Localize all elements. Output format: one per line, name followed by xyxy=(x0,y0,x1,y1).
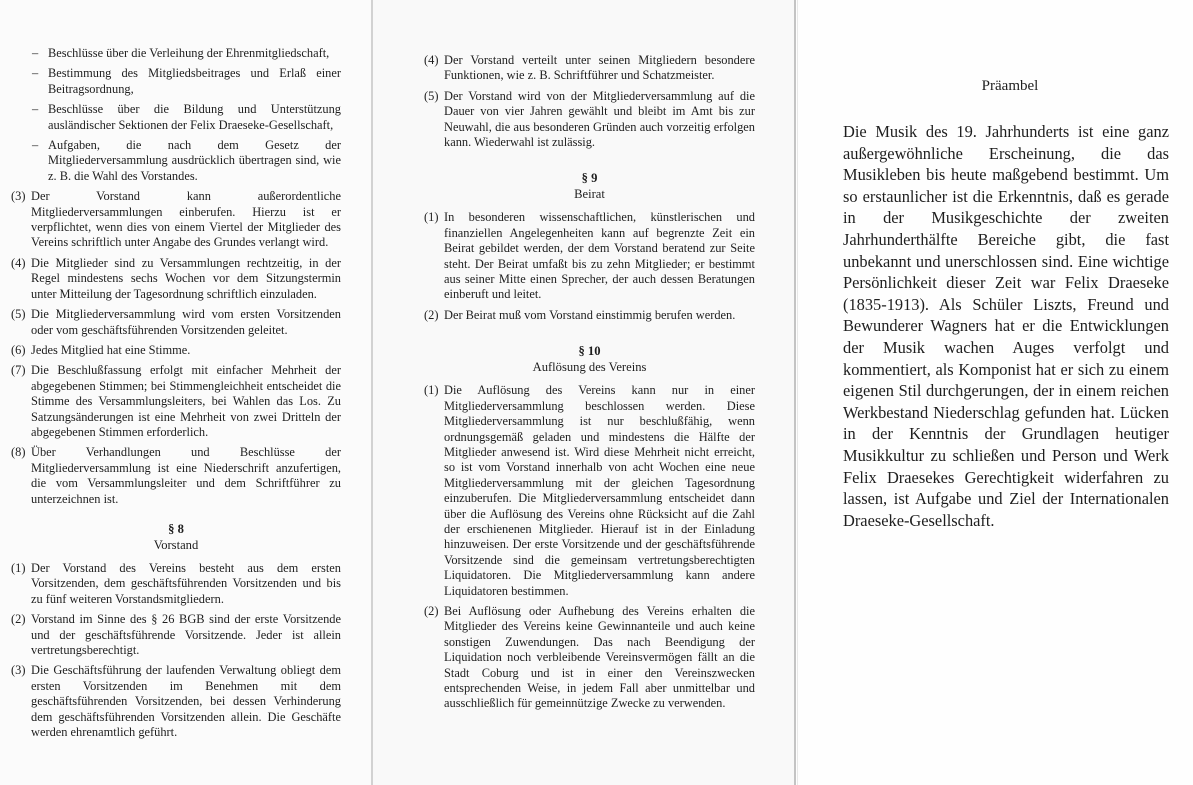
clause-text: Vorstand im Sinne des § 26 BGB sind der erste Vorsitzende und der geschäftsführende Vorsitzende. Jeder ist allein vertretungsberechtigt. xyxy=(31,612,341,657)
clause-item xyxy=(11,189,341,251)
clause-item xyxy=(11,663,341,740)
clause-item xyxy=(424,210,755,302)
section-title: Vorstand xyxy=(153,537,199,552)
clause-text: Der Beirat muß vom Vorstand einstimmig berufen werden. xyxy=(444,307,736,322)
clause-item xyxy=(11,445,341,507)
clause-text: Der Vorstand des Vereins besteht aus dem ersten Vorsitzenden, dem geschäftsführenden Vorsitzenden und bis zu fünf weiteren Vorstandsmitgliedern. xyxy=(31,560,341,606)
clause-item xyxy=(424,604,755,712)
section-title: Beirat xyxy=(574,187,605,202)
page-fold-left xyxy=(371,0,373,785)
clause-number: (2) xyxy=(424,603,439,618)
clause-text: Jedes Mitglied hat eine Stimme. xyxy=(31,342,191,357)
section-number: § 10 xyxy=(578,344,601,359)
dash-marker: – xyxy=(32,138,39,153)
clause-item xyxy=(11,612,341,658)
clause-item xyxy=(11,363,341,440)
clause-number: (2) xyxy=(11,612,26,627)
clause-text: In besonderen wissenschaftlichen, künstlerischen und finanziellen Angelegenheiten kann auf begrenzte Zeit ein Beirat gebildet werden, der dem Vorstand beratend zur Seite steht. Der Beirat umfaßt bis zu zehn Mitglieder; er bestimmt aus seiner Mitte einen Sprecher, der auch dessen Beratungen einberuft und leitet. xyxy=(444,210,755,302)
clause-number: (4) xyxy=(424,53,439,67)
dash-item-text: Beschlüsse über die Bildung und Unterstützung ausländischer Sektionen der Felix Draeseke-Gesellschaft, xyxy=(48,102,341,132)
clause-number: (5) xyxy=(424,88,439,103)
clause-text: Der Vorstand verteilt unter seinen Mitgliedern besondere Funktionen, wie z. B. Schriftführer und Schatzmeister. xyxy=(444,53,755,83)
preamble-text: Die Musik des 19. Jahrhunderts ist eine ganz außergewöhnliche Erscheinung, die das Musikleben bis heute maßgebend bestimmt. Um so erstaunlicher ist die Erkenntnis, daß es gerade in der Musikgeschichte der zweiten Jahrhunderthälfte Bereiche gibt, die fast unbekannt und unerschlossen sind. Eine wichtige Persönlichkeit dieser Zeit war Felix Draeseke (1835-1913). Als Schüler Liszts, Freund und Bewunderer Wagners hat er die Entwicklungen der Musik wachen Auges verfolgt und kommentiert, als Komponist hat er sich zu einem eigenen Stil durchgerungen, der in einem reichen Werkbestand Niederschlag gefunden hat. Lücken in der Kenntnis der Grundlagen heutiger Musikkultur zu schließen und Person und Werk Felix Draesekes Gerechtigkeit widerfahren zu lassen, ist Aufgabe und Ziel der Internationalen Draeseke-Gesellschaft. xyxy=(843,122,1169,530)
clause-number: (2) xyxy=(424,307,439,322)
clause-text: Die Geschäftsführung der laufenden Verwaltung obliegt dem ersten Vorsitzenden im Benehmen mit dem geschäftsführenden Vorsitzenden, bei dessen Verhinderung dem geschäftsführenden Vorsitzenden allein. Die Geschäfte werden ehrenamtlich geführt. xyxy=(31,663,341,740)
section-number: § 8 xyxy=(168,521,184,536)
clause-item xyxy=(11,307,341,338)
clause-text: Bei Auflösung oder Aufhebung des Vereins erhalten die Mitglieder des Vereins keine Gewinnanteile und auch keine sonstigen Zuwendungen. Das nach Beendigung der Liquidation noch verbleibende Vereinsvermögen fällt an die Stadt Coburg und ist in einer den Vereinszwecken entsprechenden Weise, in jedem Fall aber unmittelbar und ausschließlich für gemeinnützige Zwecke zu verwenden. xyxy=(444,603,755,711)
clause-text: Über Verhandlungen und Beschlüsse der Mitgliederversammlung ist eine Niederschrift anzufertigen, die vom Versammlungsleiter und dem Schriftführer zu unterzeichnen ist. xyxy=(31,445,341,506)
dash-item-text: Bestimmung des Mitgliedsbeitrages und Erlaß einer Beitragsordnung, xyxy=(48,66,341,96)
page-fold-right xyxy=(794,0,796,785)
left-column-text xyxy=(11,46,341,745)
clause-number: (1) xyxy=(424,383,439,398)
clause-text: Die Mitgliederversammlung wird vom ersten Vorsitzenden oder vom geschäftsführenden Vorsitzenden geleitet. xyxy=(31,307,341,337)
clause-number: (6) xyxy=(11,342,26,357)
dash-list xyxy=(11,46,341,184)
dash-item xyxy=(32,138,341,184)
dash-marker: – xyxy=(32,46,39,60)
clause-number: (8) xyxy=(11,445,26,460)
clause-text: Die Auflösung des Vereins kann nur in einer Mitgliederversammlung beschlossen werden. Diese Mitgliederversammlung ist nur beschlußfähig, wenn ordnungsgemäß geladen und mindestens die Hälfte der Mitglieder anwesend ist. Wird diese Mehrheit nicht erreicht, so ist vom Vorstand innerhalb von acht Wochen eine neue Mitgliederversammlung mit der gleichen Tagesordnung einzuberufen. Die Mitgliederversammlung entscheidet dann über die Auflösung des Vereins ohne Rücksicht auf die Zahl der erschienenen Mitglieder. Hierauf ist in der Einladung hinzuweisen. Der erste Vorsitzende und der geschäftsführende Vorsitzende sind die gemeinsam vertretungsberechtigten Liquidatoren. Die Mitgliederversammlung kann andere Liquidatoren bestimmen. xyxy=(444,383,755,598)
clause-number: (1) xyxy=(11,560,26,575)
clause-number: (4) xyxy=(11,255,26,270)
dash-item xyxy=(32,102,341,133)
clause-item xyxy=(11,343,341,358)
clause-item xyxy=(11,561,341,607)
clause-number: (1) xyxy=(424,210,439,225)
dash-item-text: Beschlüsse über die Verleihung der Ehrenmitgliedschaft, xyxy=(48,46,330,60)
preamble-block xyxy=(843,78,1169,531)
clause-text: Der Vorstand kann außerordentliche Mitgliederversammlungen einberufen. Hierzu ist er verpflichtet, wenn dies von einem Viertel der Mitglieder des Vereins schriftlich unter Angabe des Grundes verlangt wird. xyxy=(31,189,341,250)
section-title: Auflösung des Vereins xyxy=(532,360,647,375)
clause-item xyxy=(424,53,755,84)
clause-number: (5) xyxy=(11,307,26,322)
dash-item xyxy=(32,46,341,61)
clause-number: (7) xyxy=(11,363,26,378)
dash-marker: – xyxy=(32,102,39,117)
preamble-title: Präambel xyxy=(981,78,1039,94)
clause-item xyxy=(424,308,755,323)
clause-text: Der Vorstand wird von der Mitgliederversammlung auf die Dauer von vier Jahren gewählt und bleibt im Amt bis zur Neuwahl, die aus besonderen Gründen auch vorzeitig erfolgen kann. Wiederwahl ist zulässig. xyxy=(444,88,755,150)
page-fold-right-highlight xyxy=(797,0,798,785)
clause-number: (3) xyxy=(11,663,26,678)
section-number: § 9 xyxy=(581,171,598,186)
clause-item xyxy=(424,89,755,151)
dash-marker: – xyxy=(32,66,39,81)
middle-column-text xyxy=(424,53,755,717)
clause-item xyxy=(424,383,755,599)
clause-number: (3) xyxy=(11,189,26,204)
dash-item-text: Aufgaben, die nach dem Gesetz der Mitgliederversammlung ausdrücklich übertragen sind, wie z. B. die Wahl des Vorstandes. xyxy=(48,138,341,183)
clause-text: Die Beschlußfassung erfolgt mit einfacher Mehrheit der abgegebenen Stimmen; bei Stimmengleichheit entscheidet die Stimme des Versammlungsleiters, bei Wahlen das Los. Zu Satzungsänderungen ist eine Mehrheit von zwei Dritteln der abgegebenen Stimmen erforderlich. xyxy=(31,363,341,439)
clause-text: Die Mitglieder sind zu Versammlungen rechtzeitig, in der Regel mindestens sechs Wochen vor dem Sitzungstermin unter Mitteilung der Tagesordnung schriftlich einzuladen. xyxy=(31,255,341,301)
clause-item xyxy=(11,256,341,302)
dash-item xyxy=(32,66,341,97)
